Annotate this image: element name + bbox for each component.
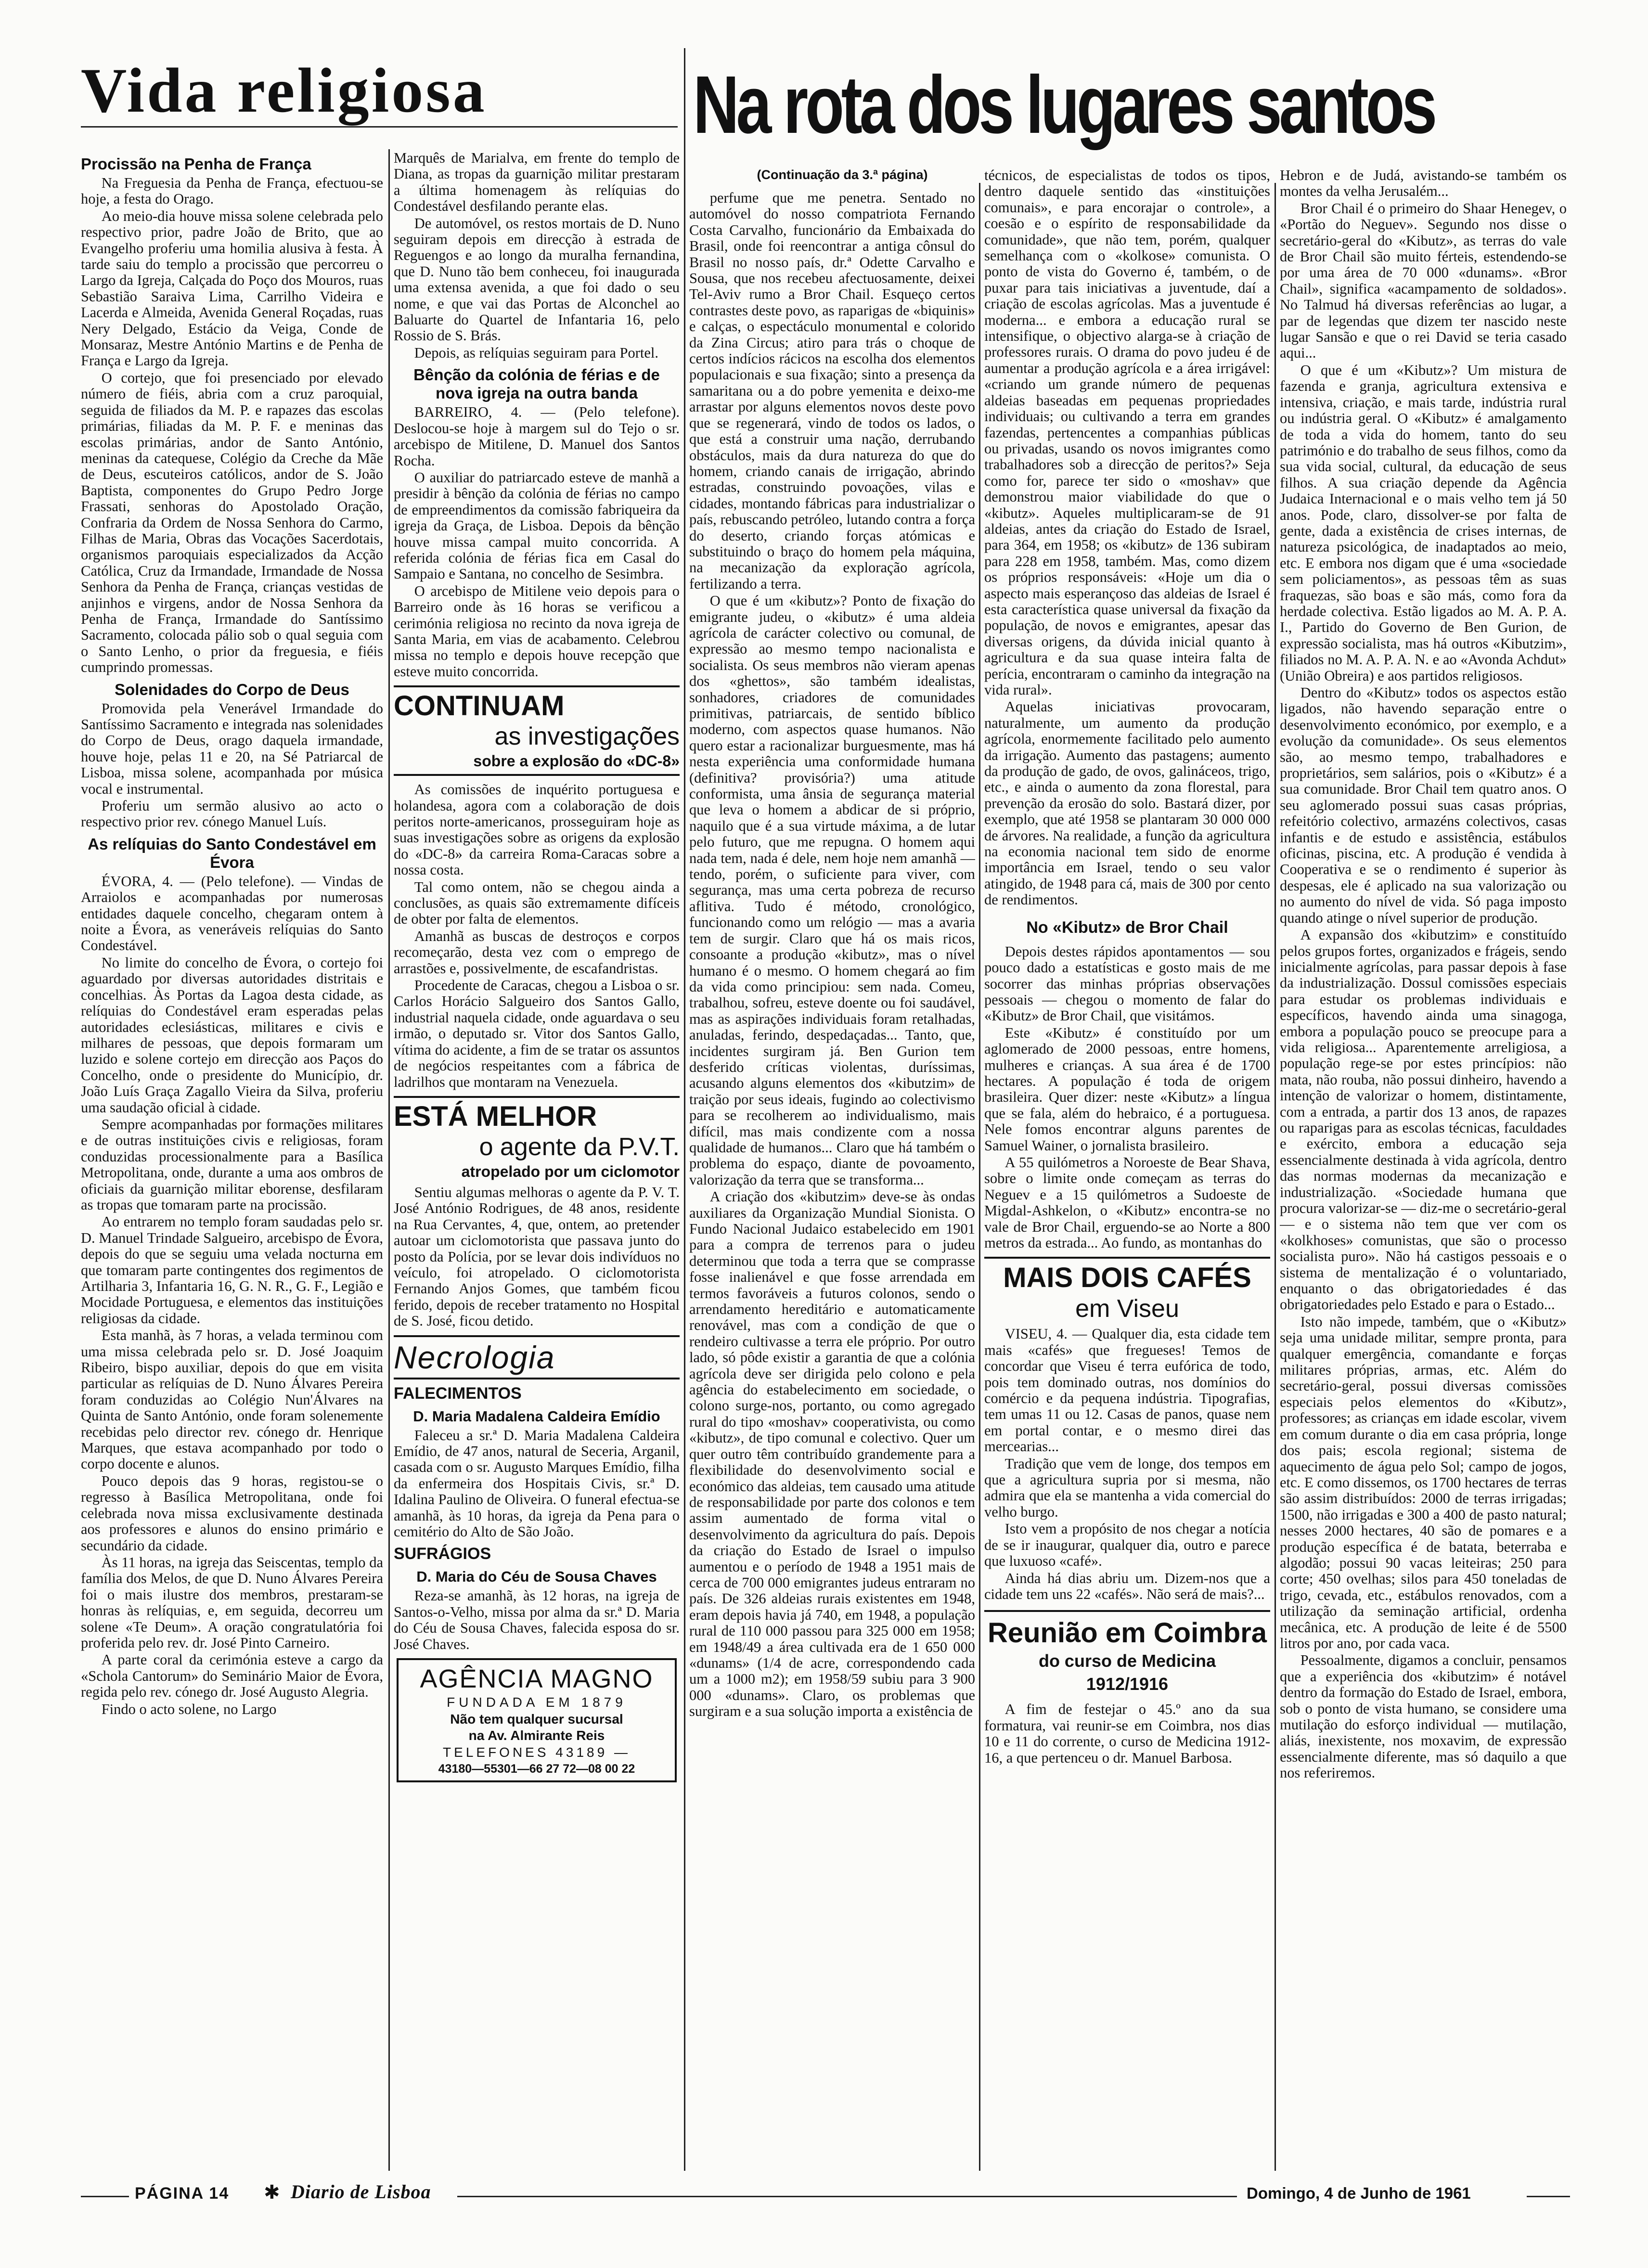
falecimentos-heading: FALECIMENTOS (394, 1384, 522, 1403)
column-1 (81, 150, 383, 2177)
paragraph: Depois, as relíquias seguiram para Portel. (414, 344, 659, 361)
paragraph: A expansão dos «kibutzim» e constituído pelos grupos fortes, organizados e frágeis, sendo inicialmente agrícolas, para passar depois à fase da industrialização. Dossul comissões especiais para estudar os problemas individuais e específicos, havendo ainda uma sinagoga, embora a população pouco se preocupe para a vida religiosa... Aparentemente arreligiosa, a população rege-se por estes princípios: não mata, não rouba, não possui dinheiro, havendo a intenção de valorizar o homem, distintamente, com a entrada, a partir dos 13 anos, de rapazes ou raparigas para as escolas técnicas, faculdades e exército, embora a educação seja essencialmente destinada à vida agrícola, dentro das normas modernas da mecanização e industrialização. «Sociedade humana que procura valorizar-se — diz-me o secretário-geral — e o sistema não tem que ver com os «kolkhoses» comunistas, que são o processo socialista puro». Não há castigos pessoais e o sistema de mentalização é o voluntariado, enquanto o das obrigatoriedades é das obrigatoriedades pelo Estado e para o Estado... (1280, 927, 1567, 1313)
paragraph: O que é um «kibutz»? Ponto de fixação do emigrante judeu, o «kibutz» é uma aldeia agrícola de carácter colectivo ou comunal, de expressão ao mesmo tempo nacionalista e socialista. Os seus membros não vieram apenas dos «ghettos», são também idealistas, sonhadores, criadores de comunidades primitivas, patriarcais, de sentido bíblico moderno, com aspectos quase humanos. Não quero estar a racionalizar burguesmente, mas há nesta experiência uma conformidade humana (definitiva? provisória?) uma atitude conformista, uma ânsia de segurança material que leva o homem a abdicar de si próprio, naquilo que é a sua virtude máxima, a de lutar pelo futuro, que me repugna. O homem aqui nada tem, nada é dele, nem hoje nem amanhã — tendo, porém, o suficiente para viver, com segurança, mas uma certa pobreza de recurso aflitiva. Tudo é método, cronológico, funcionando como um relógio — mas a avaria tem de surgir. Claro que há os mais ricos, consoante a produção «kibutz», mas o nível humano é o mesmo. O homem chegará ao fim da vida como principiou: sem nada. Comeu, trabalhou, sofreu, esteve doente ou foi saudável, mas as aspirações individuais foram retalhadas, anuladas, ferindo, despedaçadas... Tanto, que, incidentes surgiram já. Ben Gurion tem desferido críticas violentas, duríssimas, acusando alguns elementos dos «kibutzim» de traição por seus ideais, fugindo ao colectivismo para se recolherem ao individualismo, mais difícil, mas mais condizente com a nossa qualidade de humanos... Claro que há também o problema do espaço, diante de povoamento, valorização da terra que se transforma... (689, 593, 975, 1188)
paragraph: Hebron e de Judá, avistando-se também os montes da velha Jerusalém... (1280, 168, 1567, 200)
paragraph: Tal como ontem, não se chegou ainda a conclusões, as quais são extremamente difíceis de obter por falta de elementos. (394, 878, 680, 928)
box-esta-melhor (394, 1096, 680, 1182)
column-rule (1275, 183, 1276, 2171)
paragraph: VISEU, 4. — Qualquer dia, esta cidade tem mais «cafés» que fregueses! Temos de concordar que Viseu é terra eufórica de todo, pois tem dominado outras, nos domínios do comércio e da pequena indústria. Tipografias, tem umas 11 ou 12. Casas de panos, quase nem em portal contar, e o mesmo direi das mercearias... (984, 1326, 1270, 1455)
column-rule (979, 183, 980, 2171)
ad-line: TELEFONES 43189 — (443, 1745, 631, 1760)
paragraph: Sentiu algumas melhoras o agente da P. V. T. José António Rodrigues, de 48 anos, residente na Rua Cervantes, 4, que, ontem, ao pretender autoar um ciclomotorista que passava junto do posto da Polícia, por se levar dois indivíduos no veículo, foi atropelado. O ciclomotorista Fernando Anjos Gomes, que também ficou ferido, depois de receber tratamento no Hospital de S. José, ficou detido. (394, 1184, 680, 1329)
paragraph: perfume que me penetra. Sentado no automóvel do nosso compatriota Fernando Costa Carvalho, funcionário da Embaixada do Brasil, onde foi reencontrar a antiga cônsul do Brasil no nosso país, dr.ª Odette Carvalho e Sousa, que nos recebeu afectuosamente, deixei Tel-Aviv rumo a Bror Chail. Esqueço certos contrastes deste povo, as raparigas de «biquinis» e calças, o espectáculo monumental e colorido da Zina Circus; atiro para trás o choque de certos indícios rácicos na escolha dos elementos populacionais e sua fixação; sinto a presença da samaritana ou a do pobre yemenita e deixo-me arrastar por alguns elementos novos deste povo que se regenerará, vindo de todos os lados, o que está a construir uma nação, derrubando obstáculos, mais da dura natureza do que do homem, criando canais de irrigação, abrindo estradas, construindo povoações, vilas e cidades, montando fábricas para industrializar o país, rebuscando petróleo, lutando contra a força do deserto, criando forças atómicas e substituindo o braço do homem pela máquina, na mecanização da exploração agrícola, fertilizando a terra. (689, 190, 975, 592)
paragraph: Promovida pela Venerável Irmandade do Santíssimo Sacramento e integrada nas solenidades do Corpo de Deus, orago daquela irmandade, houve hoje, pelas 11 e 20, na Sé Patriarcal de Lisboa, missa solene, acompanhada por música vocal e instrumental. (81, 700, 383, 797)
paragraph: Pessoalmente, digamos a concluir, pensamos que a experiência dos «kibutzim» é notável dentro da formação do Estado de Israel, embora, sob o ponto de vista humano, se considere uma mutilação do esforço individual — mutilação, aliás, inexistente, nos moxavim, de expressão essencialmente diferente, mas só daquilo a que nos referiremos. (1280, 1652, 1567, 1781)
article-heading: Procissão na Penha de França (81, 155, 311, 173)
paragraph: BARREIRO, 4. — (Pelo telefone). Deslocou-se hoje à margem sul do Tejo o sr. arcebispo de Mitilene, D. Manuel dos Santos Rocha. (394, 404, 680, 469)
column-rule (684, 48, 685, 2171)
box-subtitle: em Viseu (1075, 1295, 1179, 1323)
title-underline (81, 126, 678, 128)
paragraph: Ainda há dias abriu um. Dizem-nos que a cidade tem uns 22 «cafés». Não será de mais?... (984, 1570, 1270, 1602)
article-heading: Bênção da colónia de férias e de nova igreja na outra banda (413, 366, 660, 402)
paragraph: Esta manhã, às 7 horas, a velada terminou com uma missa celebrada pelo sr. D. José Joaquim Ribeiro, bispo auxiliar, depois do que em visita particular as relíquias de D. Nuno Álvares Pereira foram conduzidas ao Colégio Nun'Álvares na Quinta de Santo António, onde foram solenemente recebidas pelo director rev. cónego dr. Henrique Marques, que estava acompanhado por todo o corpo docente e alunos. (81, 1327, 383, 1472)
footer-rule-right (1527, 2196, 1570, 2197)
footer-rule-left (81, 2196, 129, 2197)
paragraph: ÉVORA, 4. — (Pelo telefone). — Vindas de Arraiolos e acompanhadas por numerosas entidades daquele concelho, chegaram ontem à noite a Évora, as veneráveis relíquias do Santo Condestável. (81, 873, 383, 954)
footer-date: Domingo, 4 de Junho de 1961 (1247, 2184, 1471, 2202)
headline: Na rota dos lugares santos (693, 59, 1434, 151)
paragraph: O arcebispo de Mitilene veio depois para o Barreiro onde às 16 horas se verificou a cerimónia religiosa no recinto da nova igreja de Santa Maria, em vias de acabamento. Celebrou missa no templo e depois houve recepção que esteve muito concorrida. (394, 582, 680, 680)
paragraph: No limite do concelho de Évora, o cortejo foi aguardado por diversas autoridades distritais e concelhias. Às Portas da Lagoa desta cidade, as relíquias do Condestável eram esperadas pelas autoridades eclesiásticas, militares e civis e milhares de pessoas, que depois formaram um luzido e solene cortejo em direcção aos Paços do Concelho, onde o presidente do Município, dr. João Luís Graça Zagallo Vieira da Silva, proferiu uma saudação oficial à cidade. (81, 954, 383, 1116)
paragraph: A 55 quilómetros a Noroeste de Bear Shava, sobre o limite onde começam as terras do Neguev e a 15 quilómetros a Sudoeste de Migdal-Ashkelon, o «Kibutz» encontra-se no vale de Bror Chail, erguendo-se ao Norte a 800 metros da estrada... Ao fundo, as montanhas do (984, 1154, 1270, 1251)
column-4 (984, 168, 1270, 2176)
paragraph: As comissões de inquérito portuguesa e holandesa, agora com a colaboração de dois peritos norte-americanos, prosseguiram hoje as suas investigações sobre as origens da explosão do «DC-8» da carreira Roma-Caracas sobre a nossa costa. (394, 781, 680, 878)
paragraph: Amanhã as buscas de destroços e corpos recomeçarão, desta vez com o emprego de arrastões e, possivelmente, de escafandristas. (394, 928, 680, 977)
sufragios-heading: SUFRÁGIOS (394, 1545, 491, 1563)
paragraph: Ao meio-dia houve missa solene celebrada pelo respectivo prior, padre João de Brito, que ao Evangelho proferiu uma homilia alusiva à festa. À tarde saiu do templo a procissão que percorreu o Largo da Igreja, Calçada do Poço dos Mouros, ruas Sebastião Saraiva Lima, Carrilho Videira e Lacerda e Almeida, Avenida General Roçadas, ruas Nery Delgado, Estácio da Veiga, Conde de Monsaraz, Mestre António Martins e de Penha de França e Largo da Igreja. (81, 207, 383, 369)
paragraph: Aquelas iniciativas provocaram, naturalmente, um aumento da produção agrícola, enormemente facilitado pelo aumento da irrigação. Aumento das pastagens; aumento da produção de gado, de ovos, galináceos, trigo, etc., e ainda o aumento da zona florestal, para prevenção da erosão do solo. Bastará dizer, por exemplo, que até 1958 se plantaram 30 000 000 de árvores. Na realidade, a função da agricultura na economia nacional tem sido de enorme importância em Israel, tendo o seu valor atingido, de 1948 para cá, mais de 300 por cento de rendimentos. (984, 698, 1270, 908)
paragraph: O que é um «Kibutz»? Um mistura de fazenda e granja, agricultura extensiva e intensiva, criação, e mais tarde, indústria rural ou indústria geral. O «Kibutz» é amalgamento de toda a vida do homem, tanto do seu património e do trabalho de seus filhos, como da sua vida social, cultural, da educação de seus filhos. A sua criação depende da Agência Judaica Internacional e o mais velho tem já 50 anos. Pode, claro, dissolver-se por falta de gente, dada a existência de crises internas, de natureza psicológica, de inadaptados ao meio, etc. E embora nos digam que é uma «sociedade sem policiamentos», as pessoas têm as suas fraquezas, são boas e são más, como fora da herdade colectiva. Estão ligados ao M. A. P. A. I., Partido do Governo de Ben Gurion, de expressão socialista, mas há outros «Kibutzim», filiados no M. A. P. A. N. e ao «Avonda Achdut» (União Obreira) e aos partidos religiosos. (1280, 361, 1567, 684)
paragraph: O auxiliar do patriarcado esteve de manhã a presidir à bênção da colónia de férias no campo de empreendimentos da comissão fabriqueira da igreja da Graça, de Lisboa. Depois da bênção houve missa campal muito concorrida. A referida colónia de férias fica em Casal do Sampaio e Santana, no concelho de Sesimbra. (394, 469, 680, 582)
column-5 (1280, 168, 1567, 2176)
paragraph: A fim de festejar o 45.º ano da sua formatura, vai reunir-se em Coimbra, nos dias 10 e 11 do corrente, o curso de Medicina 1912-16, a que pertenceu o dr. Manuel Barbosa. (984, 1701, 1270, 1766)
ad-line: 43180—55301—66 27 72—08 00 22 (438, 1762, 635, 1776)
footer-page-number: PÁGINA 14 (135, 2184, 230, 2203)
box-subtitle: 1912/1916 (1086, 1674, 1169, 1694)
paragraph: Proferiu um sermão alusivo ao acto o respectivo prior rev. cónego Manuel Luís. (81, 798, 383, 830)
paragraph: Tradição que vem de longe, dos tempos em que a agricultura supria por si mesma, não admira que ela se mantenha a vida comercial do velho burgo. (984, 1455, 1270, 1520)
box-title: ESTÁ MELHOR (394, 1100, 597, 1132)
paragraph: Ao entrarem no templo foram saudadas pelo sr. D. Manuel Trindade Salgueiro, arcebispo de Évora, depois do que se seguiu uma velada nocturna em que tomaram parte contingentes dos regimentos de Artilharia 3, Infantaria 16, G. N. R., G. F., Legião e Mocidade Portuguesa, e elementos das instituições religiosas da cidade. (81, 1213, 383, 1327)
box-title: Reunião em Coimbra (987, 1617, 1267, 1649)
paragraph: Isto vem a propósito de nos chegar a notícia de se ir inaugurar, qualquer dia, outro e parece que luxuoso «café». (984, 1521, 1270, 1570)
paragraph: O cortejo, que foi presenciado por elevado número de fiéis, abria com a cruz paroquial, seguida de filiados da M. P. e rapazes das escolas primárias, filiadas da M. P. F. e meninas das escolas primárias, andor de Santo António, meninas da catequese, Colégio da Creche da Mãe de Deus, escuteiros católicos, andor de S. João Baptista, componentes do Grupo Pedro Jorge Frassati, senhoras do Apostolado Oração, Confraria da Ordem de Nossa Senhora do Carmo, Filhas de Maria, Obras das Vocações Sacerdotais, organismos paroquiais especializados da Acção Católica, Cruz da Irmandade, Irmandade de Nossa Senhora da Penha de França, crianças vestidas de anjinhos e virgens, andor de Nossa Senhora da Penha de França, Irmandade do Santíssimo Sacramento, colocada pálio sob o qual seguia com o Santo Lenho, o prior da freguesia, e fiéis cumprindo promessas. (81, 369, 383, 676)
continuation-note: (Continuação da 3.ª página) (757, 168, 928, 182)
article-heading: As relíquias do Santo Condestável em Évora (88, 835, 376, 871)
paragraph: Marquês de Marialva, em frente do templo de Diana, as tropas da guarnição militar prestaram a última homenagem às relíquias do Condestável desfilando perante elas. (394, 150, 680, 215)
star-icon: ✱ (264, 2181, 280, 2204)
box-title: CONTINUAM (394, 690, 565, 722)
paragraph: Bror Chail é o primeiro do Shaar Henegev, o «Portão do Neguev». Segundo nos disse o secretário-geral do «Kibutz», as terras do vale de Bror Chail são muito férteis, estendendo-se por uma área de 70 000 «dunams». «Bror Chail», significa «acampamento de soldados». No Talmud há diversas referências ao lugar, a par de legendas que dizem ter nascido neste lugar Sansão e que o rei David se teria casado aqui... (1280, 200, 1567, 361)
footer-newspaper-name: Diario de Lisboa (291, 2181, 431, 2203)
paragraph: Faleceu a sr.ª D. Maria Madalena Caldeira Emídio, de 47 anos, natural de Seceria, Arganil, casada com o sr. Augusto Marques Emídio, filha da enfermeira dos Hospitais Civis, sr.ª D. Idalina Paulino de Oliveira. O funeral efectua-se amanhã, às 10 horas, da igreja da Pena para o cemitério do Alto de São João. (394, 1427, 680, 1540)
paragraph: técnicos, de especialistas de todos os tipos, dentro daquele sentido das «instituições comunais», e para encorajar o controle», a coesão e o espírito de responsabilidade da comunidade», que não tem, porém, qualquer semelhança com o «kolkose» comunista. O ponto de vista do Governo é, também, o de puxar para tais iniciativas a juventude, daí a criação de escolas agrícolas. Mas a juventude é moderna... e embora a educação rural se intensifique, o objectivo alarga-se à criação de professores rurais. O drama do povo judeu é de aumentar a produção agrícola e a área irrigável: «criando um grande número de pequenas aldeias baseadas em pequenas propriedades individuais; ou cultivando a terra em grandes fazendas, pertencentes a companhias públicas ou privadas, usando os novos imigrantes como trabalhadores sob a direcção de peritos?» Seja como for, parece ter sido o «moshav» que demonstrou maior viabilidade do que o «kibutz». Aqueles multiplicaram-se de 91 aldeias, antes da criação do Estado de Israel, para 364, em 1958; os «kibutz» de 136 subiram para 228 em 1958, também. Mas, como dizem os próprios responsáveis: «Hoje um dia o aspecto mais esperançoso das aldeias de Israel é esta característica quase universal da fixação da população, de novos e emigrantes, apesar das diversas origens, da dúvida inicial quanto à agricultura e da sua quase inteira falta de perícia, encontraram o caminho da integração na vida rural». (984, 168, 1270, 698)
footer-rule-middle (457, 2196, 1237, 2197)
column-rule (388, 149, 390, 2171)
box-continuam (394, 685, 680, 776)
agencia-magno-ad (397, 1658, 677, 1782)
box-mais-dois-cafes (984, 1257, 1270, 1323)
paragraph: Procedente de Caracas, chegou a Lisboa o sr. Carlos Horácio Salgueiro dos Santos Gallo, industrial naquela cidade, onde aguardava o seu irmão, o deputado sr. Vitor dos Santos Gallo, vítima do acidente, a fim de se tratar os assuntos de negócios respeitantes com a fábrica de ladrilhos que montaram na Venezuela. (394, 977, 680, 1090)
box-subtitle: sobre a explosão do «DC-8» (473, 752, 680, 770)
column-3 (689, 190, 975, 2176)
ad-line: Não tem qualquer sucursal (450, 1712, 623, 1727)
paragraph: A parte coral da cerimónia esteve a cargo da «Schola Cantorum» do Seminário Maior de Évora, regida pelo rev. cónego dr. José Augusto Alegria. (81, 1651, 383, 1701)
box-subtitle: atropelado por um ciclomotor (461, 1162, 680, 1180)
paragraph: Este «Kibutz» é constituído por um aglomerado de 2000 pessoas, entre homens, mulheres e crianças. A sua área é de 1700 hectares. A população é toda de origem brasileira. Quer dizer: neste «Kibutz» a língua que se fala, além do hebraico, é a portuguesa. Nele fomos encontrar alguns parentes de Samuel Wainer, o jornalista brasileiro. (984, 1024, 1270, 1154)
paragraph: Às 11 horas, na igreja das Seiscentas, templo da família dos Melos, de que D. Nuno Álvares Pereira foi o mais ilustre dos membros, prestaram-se honras às relíquias, e, em seguida, decorreu um solene «Te Deum». A oração congratulatória foi proferida pelo rev. dr. José Pinto Carneiro. (81, 1554, 383, 1651)
paragraph: Na Freguesia da Penha de França, efectuou-se hoje, a festa do Orago. (81, 175, 383, 207)
paragraph: Findo o acto solene, no Largo (101, 1701, 277, 1717)
column-2 (394, 150, 680, 2177)
article-heading: Solenidades do Corpo de Deus (115, 680, 349, 698)
article-heading: No «Kibutz» de Bror Chail (1026, 918, 1228, 937)
box-subtitle: do curso de Medicina (1038, 1651, 1216, 1671)
ad-line: FUNDADA EM 1879 (447, 1695, 627, 1710)
ad-line: na Av. Almirante Reis (468, 1728, 605, 1743)
paragraph: Dentro do «Kibutz» todos os aspectos estão ligados, não havendo separação entre o desenvolvimento económico, por exemplo, e a evolução da comunidade». Os seus elementos são, ao mesmo tempo, trabalhadores e proprietários, sem salários, pois o «Kibutz» é a sua comunidade. Bror Chail tem quatro anos. O seu aglomerado possui suas casas próprias, refeitório colectivo, armazéns colectivos, casas infantis e de estudo e assistência, estábulos oficinas, piscina, etc. A produção é vendida à Cooperativa e se o rendimento é superior às despesas, ele é aplicado na sua valorização ou no aumento do nível de vida. Só paga imposto quando atinge o nível superior de produção. (1280, 684, 1567, 926)
paragraph: Depois destes rápidos apontamentos — sou pouco dado a estatísticas e gosto mais de me socorrer das minhas próprias observações pessoais — chegou o momento de falar do «Kibutz» de Bror Chail, que visitámos. (984, 943, 1270, 1024)
box-subtitle: as investigações (494, 722, 680, 751)
paragraph: Pouco depois das 9 horas, registou-se o regresso à Basílica Metropolitana, onde foi celebrada nova missa exclusivamente destinada aos professores e alunos do ensino primário e secundário da cidade. (81, 1472, 383, 1554)
paragraph: Reza-se amanhã, às 12 horas, na igreja de Santos-o-Velho, missa por alma da sr.ª D. Maria do Céu de Sousa Chaves, falecida esposa do sr. José Chaves. (394, 1587, 680, 1652)
paragraph: A criação dos «kibutzim» deve-se às ondas auxiliares da Organização Mundial Sionista. O Fundo Nacional Judaico estabelecido em 1901 para a compra de terrenos para o judeu determinou que toda a terra que se comprasse fosse inalienável e que fosse arrendada em termos favoráveis a futuros colonos, sendo o arrendamento hereditário e automaticamente renovável, mas com a condição de que o rendeiro cultivasse a terra ele próprio. Por outro lado, só pôde existir a garantia de que a colónia agrícola deve ser dirigida pelo colono e pela agência do estabelecimento em sociedade, o colono surge-nos, portanto, ou como agregado rural do tipo «moshav» cooperativista, ou como «kibutz», de tipo comunal e colectivo. Quer um quer outro têm contribuído grandemente para a flexibilidade do desenvolvimento social e económico das aldeias, tem causado uma atitude de responsabilidade por parte dos colonos e tem assim aumentado de forma vital o desenvolvimento da agricultura do país. Depois da criação do Estado de Israel o impulso aumentou e o período de 1948 a 1951 mais de cerca de 700 000 emigrantes judeus entraram no país. De 326 aldeias rurais existentes em 1948, eram depois havia já 740, em 1948, a população rural de 110 000 passou para 325 000 em 1958; em 1948/49 a área cultivada era de 1 650 000 «dunams» (1/4 de acre, correspondendo cada um a 1000 m2); em 1958/59 subiu para 3 900 000 «dunams». Claro, os problemas que surgiram e a sua solução importa a existência de (689, 1188, 975, 1720)
necrologia-header: Necrologia (394, 1335, 680, 1379)
section-title: Vida religiosa (81, 55, 487, 126)
paragraph: Sempre acompanhadas por formações militares e de outras instituições civis e religiosas, foram conduzidas processionalmente para a Basílica Metropolitana, onde, durante a uma aos ombros de oficiais da guarnição militar eborense, desfilaram as tropas que tomaram parte na procissão. (81, 1116, 383, 1213)
paragraph: De automóvel, os restos mortais de D. Nuno seguiram depois em direcção à estrada de Reguengos e ao longo da muralha fernandina, que D. Nuno tão bem conheceu, foi inaugurada uma extensa avenida, a que foi dado o seu nome, e que vai das Portas de Alconchel ao Baluarte do Quartel de Infantaria 16, pelo Rossio de S. Brás. (394, 215, 680, 344)
paragraph: Isto não impede, também, que o «Kibutz» seja uma unidade militar, sempre pronta, para qualquer emergência, comandante e forças militares próprias, armas, etc. Além do secretário-geral, possui diversas comissões especiais pelos elementos do «Kibutz», professores; as crianças em idade escolar, vivem em comum durante o dia em casa própria, longe dos pais; escola regional; sistema de aquecimento de água pelo Sol; campo de jogos, etc. E como dissemos, os 1700 hectares de terras são assim distribuídos: 2000 de terras irrigadas; 1500, não irrigadas e 300 a 400 de pasto natural; nesses 2000 hectares, 40 são de pomares e a produção específica é de batata, beterraba e algodão; possui 90 vacas leiteiras; 250 para corte; 450 ovelhas; silos para 450 toneladas de trigo, cevada, etc., estábulos renovados, com a utilização da seminação artificial, ordenha mecânica, etc. A produção de leite é de 5500 litros por ano, por cada vaca. (1280, 1313, 1567, 1651)
ad-title: AGÊNCIA MAGNO (420, 1664, 654, 1694)
obituary-name: D. Maria Madalena Caldeira Emídio (413, 1407, 660, 1425)
box-title: MAIS DOIS CAFÉS (1003, 1262, 1251, 1294)
box-subtitle: o agente da P.V.T. (479, 1133, 680, 1161)
obituary-name: D. Maria do Céu de Sousa Chaves (416, 1568, 657, 1585)
box-reuniao-coimbra (984, 1610, 1270, 1696)
